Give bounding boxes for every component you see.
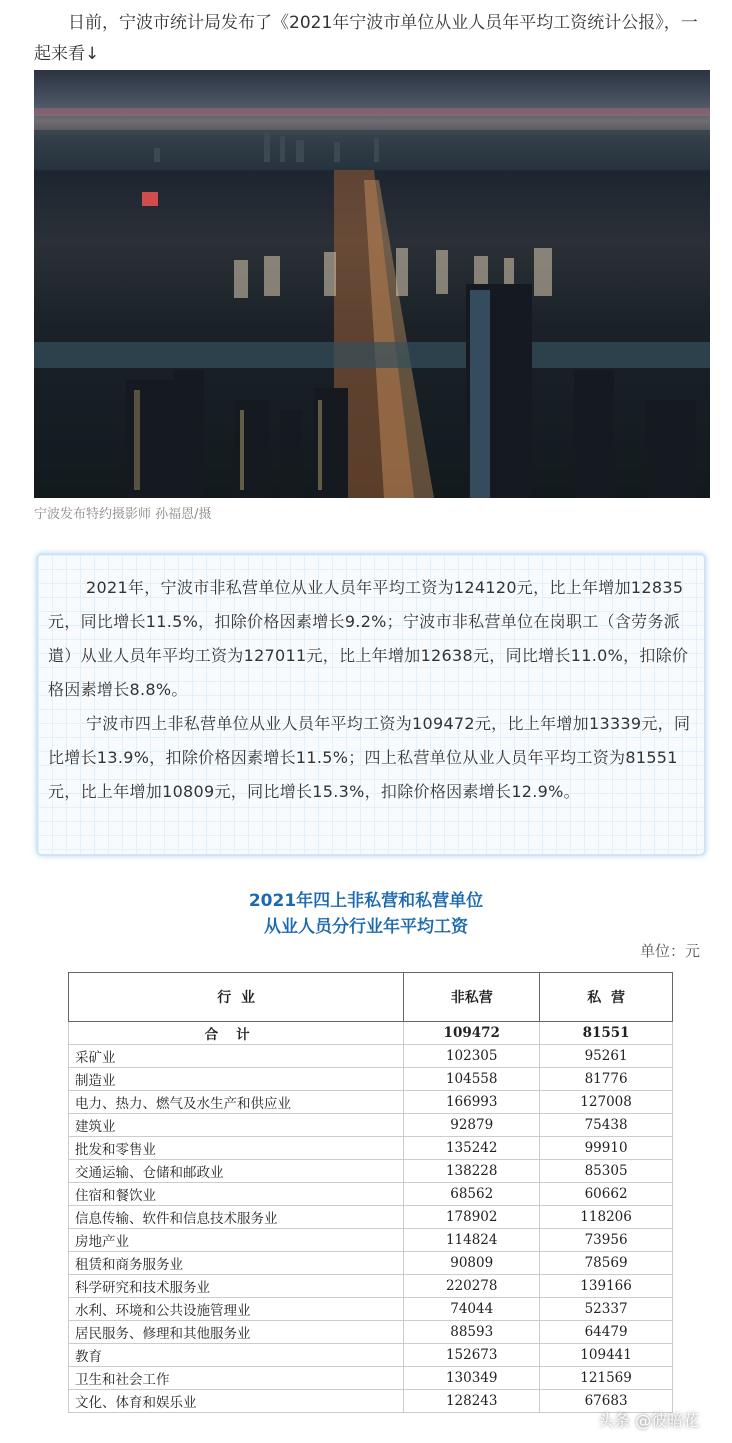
private-wage: 139166 (540, 1275, 673, 1298)
table-row (69, 1229, 673, 1252)
table-row (69, 1321, 673, 1344)
table-row (69, 1390, 673, 1413)
city-night-photo (34, 70, 710, 498)
non-private-wage: 178902 (404, 1206, 540, 1229)
summary-paragraph-1: 2021年，宁波市非私营单位从业人员年平均工资为124120元，比上年增加12835元，同比增长11.5%，扣除价格因素增长9.2%；宁波市非私营单位在岗职工（含劳务派遣）从业人员年平均工资为127011元，比上年增加12638元，同比增长11.0%，扣除价格因素增长8.8%。 (48, 578, 689, 699)
non-private-wage: 166993 (404, 1091, 540, 1114)
non-private-wage: 102305 (404, 1045, 540, 1068)
table-row (69, 1068, 673, 1091)
table-row (69, 1206, 673, 1229)
private-wage: 99910 (540, 1137, 673, 1160)
private-wage: 52337 (540, 1298, 673, 1321)
non-private-wage: 109472 (404, 1022, 540, 1045)
non-private-wage: 152673 (404, 1344, 540, 1367)
industry-cell: 建筑业 (69, 1114, 404, 1137)
non-private-wage: 68562 (404, 1183, 540, 1206)
private-wage: 73956 (540, 1229, 673, 1252)
industry-cell: 教育 (69, 1344, 404, 1367)
private-wage: 81776 (540, 1068, 673, 1091)
private-wage: 95261 (540, 1045, 673, 1068)
industry-cell: 采矿业 (69, 1045, 404, 1068)
table-row (69, 1344, 673, 1367)
table-row (69, 1367, 673, 1390)
table-header-row (69, 973, 673, 1022)
non-private-wage: 138228 (404, 1160, 540, 1183)
industry-cell: 文化、体育和娱乐业 (69, 1390, 404, 1413)
watermark: 头条 @彼暗花 (598, 1411, 700, 1430)
private-wage: 81551 (540, 1022, 673, 1045)
private-wage: 64479 (540, 1321, 673, 1344)
table-row (69, 1160, 673, 1183)
table-row (69, 1183, 673, 1206)
private-wage: 85305 (540, 1160, 673, 1183)
table-row (69, 1298, 673, 1321)
non-private-wage: 104558 (404, 1068, 540, 1091)
summary-card (36, 553, 706, 856)
private-wage: 67683 (540, 1390, 673, 1413)
intro-paragraph: 日前，宁波市统计局发布了《2021年宁波市单位从业人员年平均工资统计公报》，一起来看↓ (34, 13, 698, 64)
header-non-private: 非私营 (404, 973, 540, 1022)
summary-paragraph-2: 宁波市四上非私营单位从业人员年平均工资为109472元，比上年增加13339元，同比增长13.9%，扣除价格因素增长11.5%；四上私营单位从业人员年平均工资为81551元，比上年增加10809元，同比增长15.3%，扣除价格因素增长12.9%。 (48, 714, 691, 801)
private-wage: 75438 (540, 1114, 673, 1137)
industry-cell: 交通运输、仓储和邮政业 (69, 1160, 404, 1183)
table-row (69, 1045, 673, 1068)
non-private-wage: 220278 (404, 1275, 540, 1298)
table-row (69, 1252, 673, 1275)
table-title-line-2: 从业人员分行业年平均工资 (264, 917, 468, 937)
non-private-wage: 74044 (404, 1298, 540, 1321)
non-private-wage: 128243 (404, 1390, 540, 1413)
industry-cell: 批发和零售业 (69, 1137, 404, 1160)
industry-cell: 水利、环境和公共设施管理业 (69, 1298, 404, 1321)
industry-cell: 信息传输、软件和信息技术服务业 (69, 1206, 404, 1229)
industry-cell: 住宿和餐饮业 (69, 1183, 404, 1206)
intro-text (34, 8, 714, 70)
table-row (69, 1275, 673, 1298)
private-wage: 78569 (540, 1252, 673, 1275)
table-row (69, 1137, 673, 1160)
non-private-wage: 88593 (404, 1321, 540, 1344)
industry-cell: 合计 (69, 1022, 404, 1045)
non-private-wage: 130349 (404, 1367, 540, 1390)
industry-cell: 居民服务、修理和其他服务业 (69, 1321, 404, 1344)
industry-cell: 租赁和商务服务业 (69, 1252, 404, 1275)
city-skyline-illustration (34, 70, 710, 498)
private-wage: 109441 (540, 1344, 673, 1367)
private-wage: 60662 (540, 1183, 673, 1206)
industry-cell: 科学研究和技术服务业 (69, 1275, 404, 1298)
non-private-wage: 135242 (404, 1137, 540, 1160)
industry-cell: 电力、热力、燃气及水生产和供应业 (69, 1091, 404, 1114)
non-private-wage: 114824 (404, 1229, 540, 1252)
header-private: 私 营 (540, 973, 673, 1022)
photo-caption: 宁波发布特约摄影师 孙福恩/摄 (34, 507, 212, 522)
industry-cell: 卫生和社会工作 (69, 1367, 404, 1390)
table-row-total (69, 1022, 673, 1045)
non-private-wage: 90809 (404, 1252, 540, 1275)
table-row (69, 1114, 673, 1137)
private-wage: 121569 (540, 1367, 673, 1390)
wage-table (68, 972, 673, 1413)
industry-cell: 制造业 (69, 1068, 404, 1091)
industry-cell: 房地产业 (69, 1229, 404, 1252)
non-private-wage: 92879 (404, 1114, 540, 1137)
table-title-line-1: 2021年四上非私营和私营单位 (248, 891, 484, 911)
unit-label: 单位：元 (640, 942, 701, 960)
private-wage: 118206 (540, 1206, 673, 1229)
header-industry: 行 业 (69, 973, 404, 1022)
table-row (69, 1091, 673, 1114)
private-wage: 127008 (540, 1091, 673, 1114)
